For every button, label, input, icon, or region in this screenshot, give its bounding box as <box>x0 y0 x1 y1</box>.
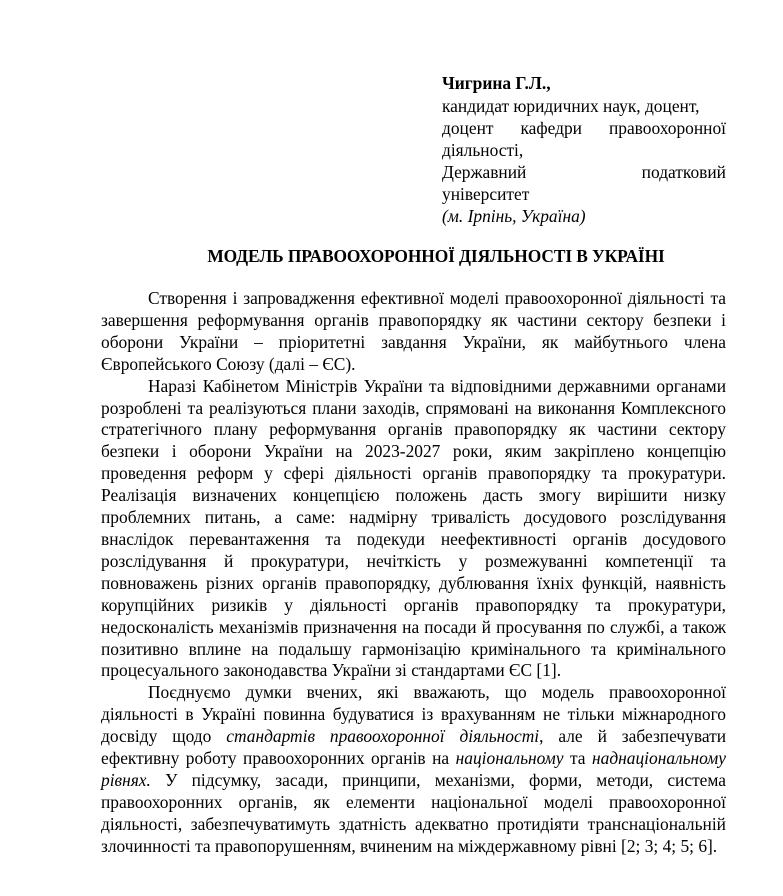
paragraph-3-text-4: У підсумку, засади, принципи, механізми, форми, методи, система правоохоронних органів, як елементи національної моделі правоохоронної діяльності, забезпечуватимуть здатність адекватно протидіяти транснаціональній злочинності та правопорушенням, вчиненим на міждержавному рівні [2; 3; 4; 5; 6]. <box>101 769 726 856</box>
author-place: (м. Ірпінь, Україна) <box>442 206 586 226</box>
paragraph-3-emphasis-1: стандартів правоохоронної діяльності <box>226 726 540 747</box>
paragraph-3-text-1: Поєднуємо думки вчених, які вважають, що модель правоохоронної діяльності в Україні повинна будуватися із врахуванням не тільки міжнародного досвіду щодо <box>101 682 726 747</box>
author-institution-cont: університет <box>442 184 530 204</box>
author-block <box>442 72 726 227</box>
author-degree: кандидат юридичних наук, доцент, <box>442 96 700 116</box>
paragraph-3-text-3: та <box>563 748 593 769</box>
paragraph-3-emphasis-2: національному <box>455 748 564 769</box>
author-department: діяльності, <box>442 140 524 160</box>
author-institution: Державний податковий <box>442 162 726 182</box>
paragraph-2: Наразі Кабінетом Міністрів України та відповідними державними органами розроблені та реалізуються плани заходів, спрямовані на виконання Комплексного стратегічного плану реформування органів правопорядку як частини сектору безпеки і оборони України на 2023-2027 роки, яким закріплено концепцію проведення реформ у сфері діяльності органів правопорядку та прокуратури. Реалізація визначених концепцією положень дасть змогу вирішити низку проблемних питань, а саме: надмірну тривалість досудового розслідування внаслідок перевантаження та подекуди неефективності органів досудового розслідування й прокуратури, нечіткість у розмежуванні компетенції та повноважень різних органів правопорядку, дублювання їхніх функцій, наявність корупційних ризиків у діяльності органів правопорядку та прокуратури, недосконалість механізмів призначення на посади й просування по службі, а також позитивно вплине на подальшу гармонізацію кримінального та кримінального процесуального законодавства України зі стандартами ЄС [1]. <box>101 375 726 681</box>
author-name: Чигрина Г.Л., <box>442 73 551 93</box>
paper-title: МОДЕЛЬ ПРАВООХОРОННОЇ ДІЯЛЬНОСТІ В УКРАЇНІ <box>207 246 665 266</box>
author-position: доцент кафедри правоохоронної <box>442 118 726 138</box>
body-text <box>101 288 726 858</box>
paragraph-1: Створення і запровадження ефективної моделі правоохоронної діяльності та завершення реформування органів правопорядку як частини сектору безпеки і оборони України – пріоритетні завдання України, як майбутнього члена Європейського Союзу (далі – ЄС). <box>101 288 726 374</box>
paragraph-3-emphasis-3: наднаціональному рівнях. <box>101 748 726 790</box>
paragraph-3-text-2: , але й забезпечувати ефективну роботу правоохоронних органів на <box>101 726 726 769</box>
paragraph-3 <box>101 682 726 857</box>
